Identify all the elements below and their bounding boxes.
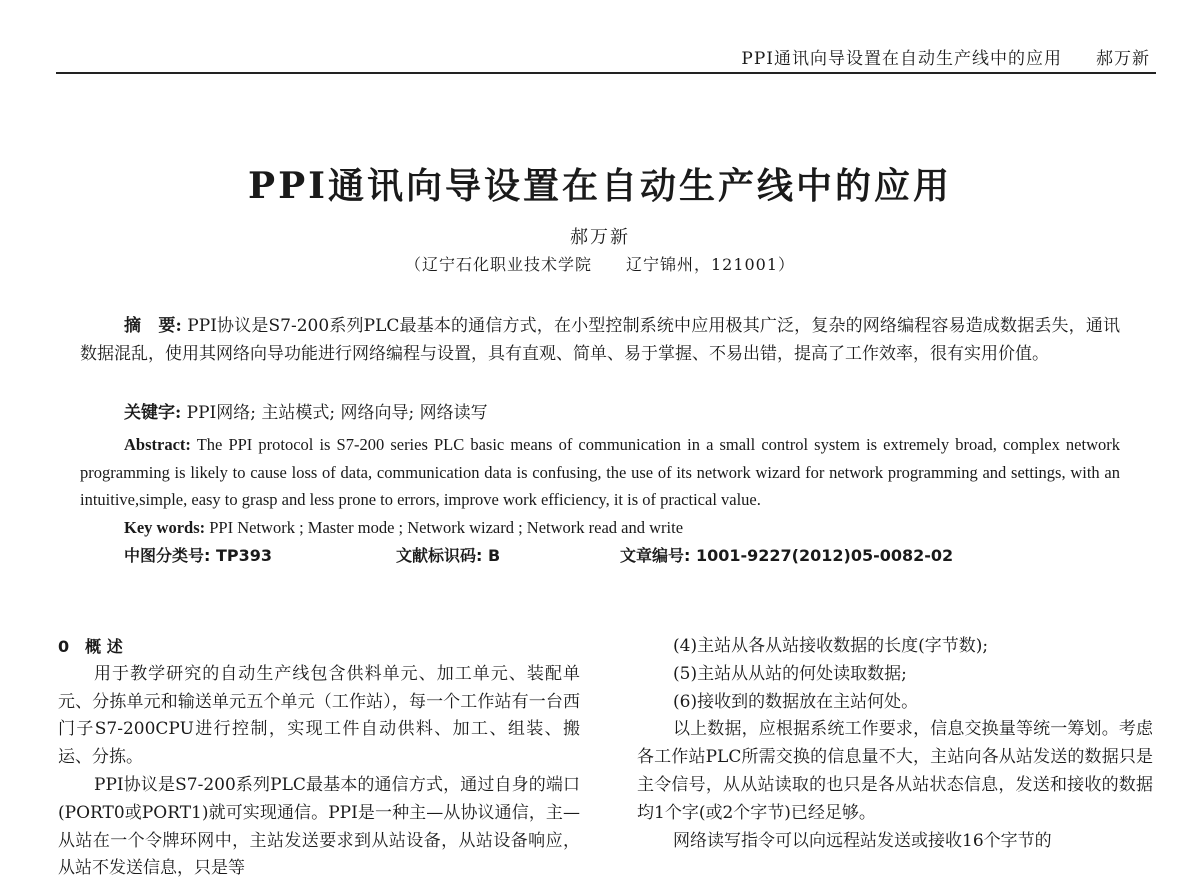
document-code: 文献标识码: B: [396, 546, 501, 565]
body-paragraph: 用于教学研究的自动生产线包含供料单元、加工单元、装配单元、分拣单元和输送单元五个单元（工作站），每一个工作站有一台西门子S7-200CPU进行控制，实现工件自动供料、加工、组装、搬运、分拣。: [58, 663, 580, 768]
header-rule: [56, 72, 1156, 74]
keywords-cn: [124, 400, 1120, 428]
keywords-en: [124, 514, 1120, 542]
keywords-cn-text: PPI网络; 主站模式; 网络向导; 网络读写: [181, 403, 488, 423]
section-heading: 0 概 述: [58, 637, 123, 656]
list-item: (4)主站从各从站接收数据的长度(字节数);: [673, 636, 989, 656]
abstract-cn-label: 摘 要:: [124, 316, 182, 336]
clc-number: 中图分类号: TP393: [124, 546, 273, 565]
list-item: (5)主站从从站的何处读取数据;: [673, 663, 907, 684]
running-author: 郝万新: [1096, 49, 1150, 69]
abstract-en: [80, 431, 1120, 514]
list-item: (6)接收到的数据放在主站何处。: [673, 691, 919, 712]
body-right-column: [637, 633, 1153, 855]
paper-author: 郝万新: [570, 227, 630, 248]
abstract-cn: [80, 313, 1120, 368]
keywords-cn-label: 关键字:: [124, 403, 182, 423]
paper-affiliation: （辽宁石化职业技术学院 辽宁锦州，121001）: [404, 255, 796, 274]
body-paragraph: 以上数据，应根据系统工作要求，信息交换量等统一筹划。考虑各工作站PLC所需交换的信息量不大，主站向各从站发送的数据只是主令信号，从从站读取的也只是各从站状态信息，发送和接收的数据均1个字(或2个字节)已经足够。: [637, 719, 1153, 823]
abstract-en-text: The PPI protocol is S7-200 series PLC basic means of communication in a small control system is extremely broad, complex network programming is likely to cause loss of data, communication data is confusing, the use of its network wizard for network programming and settings, with an intuitive,simple, easy to grasp and less prone to errors, improve work efficiency, it is of practical value.: [80, 435, 1120, 509]
paper-title: PPI通讯向导设置在自动生产线中的应用: [248, 165, 952, 207]
abstract-cn-text: PPI协议是S7-200系列PLC最基本的通信方式，在小型控制系统中应用极其广泛，复杂的网络编程容易造成数据丢失，通讯数据混乱，使用其网络向导功能进行网络编程与设置，具有直观、简单、易于掌握、不易出错，提高了工作效率，很有实用价值。: [80, 316, 1120, 364]
keywords-en-label: Key words:: [124, 518, 206, 537]
article-number: 文章编号: 1001-9227(2012)05-0082-02: [620, 546, 954, 565]
body-paragraph: 网络读写指令可以向远程站发送或接收16个字节的: [673, 830, 1052, 851]
running-header: [741, 44, 1150, 69]
running-title: PPI通讯向导设置在自动生产线中的应用: [741, 49, 1062, 69]
abstract-en-label: Abstract:: [124, 435, 191, 454]
body-paragraph: PPI协议是S7-200系列PLC最基本的通信方式，通过自身的端口(PORT0或PORT1)就可实现通信。PPI是一种主—从协议通信，主—从站在一个令牌环网中，主站发送要求到从站设备，从站设备响应，从站不发送信息，只是等: [58, 774, 580, 879]
keywords-en-text: PPI Network ; Master mode ; Network wizard ; Network read and write: [205, 518, 684, 537]
body-left-column: [58, 633, 580, 883]
